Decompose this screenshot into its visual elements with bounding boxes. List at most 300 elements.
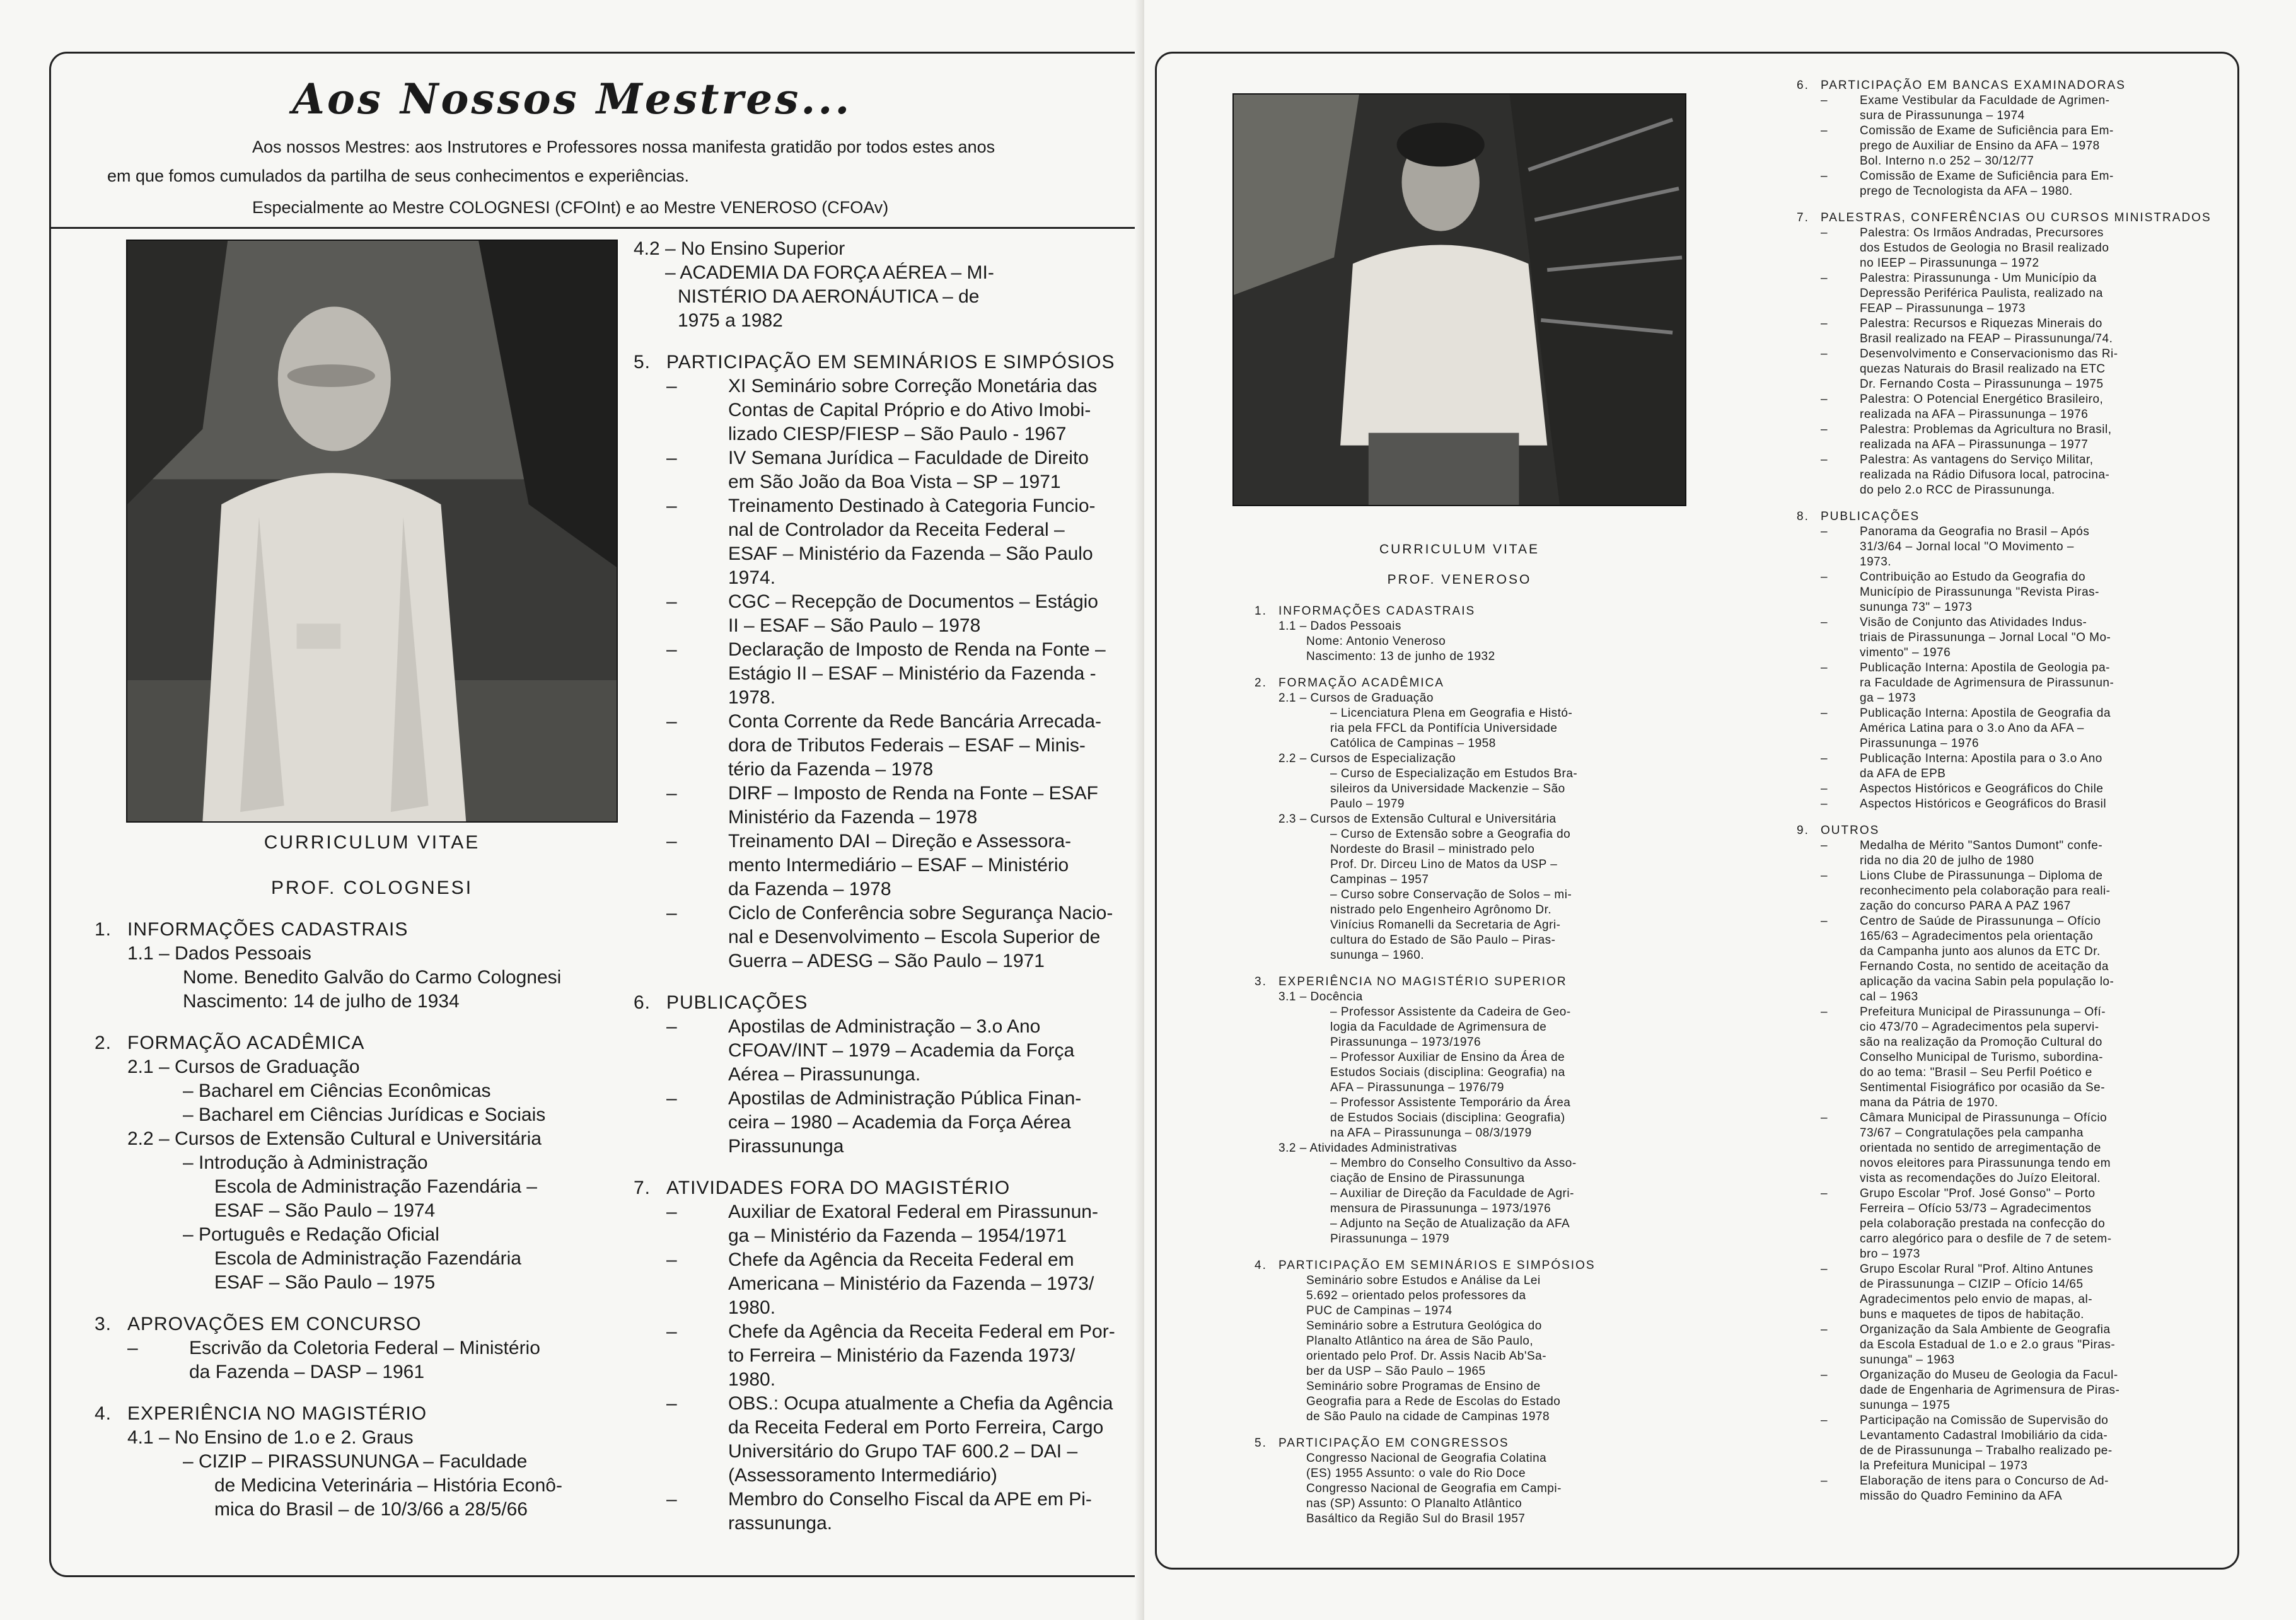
colognesi-column-1 (95, 918, 630, 1522)
section-title: PUBLICAÇÕES (1821, 510, 1920, 523)
text-line: 1980. (728, 1369, 776, 1390)
text-line: – Professor Assistente da Cadeira de Geo- (1330, 1005, 1571, 1019)
section-title: EXPERIÊNCIA NO MAGISTÉRIO (127, 1403, 427, 1424)
text-line: buns e maquetes de tipos de habitação. (1860, 1308, 2084, 1321)
section-number: 3. (1255, 975, 1267, 988)
text-line: dos Estudos de Geologia no Brasil realizado (1860, 241, 2109, 255)
text-line: mensura de Pirassununga – 1973/1976 (1330, 1202, 1551, 1215)
section-number: 2. (1255, 676, 1267, 690)
list-item (1797, 93, 2238, 108)
text-line: 2.2 – Cursos de Extensão Cultural e Universitária (127, 1128, 542, 1149)
text-line: Escola de Administração Fazendária – (214, 1176, 537, 1197)
text-line: – Professor Auxiliar de Ensino da Área de (1330, 1051, 1565, 1064)
section-number: 8. (1797, 510, 1809, 523)
section-heading (1797, 78, 2238, 93)
list-item (1797, 1005, 2238, 1020)
list-item (1797, 706, 2238, 721)
text-line: nistrado pelo Engenheiro Agrônomo Dr. (1330, 903, 1552, 917)
text-line: prego de Auxiliar de Ensino da AFA – 1978 (1860, 139, 2100, 153)
section-heading (95, 1402, 630, 1426)
section-heading (634, 350, 1138, 374)
text-line: – Curso de Extensão sobre a Geografia do (1330, 828, 1571, 841)
text-line: – Membro do Conselho Consultivo da Asso- (1330, 1157, 1577, 1170)
text-line: 31/3/64 – Jornal local "O Movimento – (1860, 540, 2074, 553)
text-line: Bol. Interno n.o 252 – 30/12/77 (1860, 154, 2034, 168)
list-item-text: Desenvolvimento e Conservacionismo das Ri- (1860, 347, 2118, 361)
list-item (1797, 797, 2238, 812)
text-line: Geografia para a Rede de Escolas do Estado (1306, 1395, 1561, 1408)
text-line: 3.2 – Atividades Administrativas (1278, 1142, 1458, 1155)
text-line: CFOAV/INT – 1979 – Academia da Força (728, 1040, 1075, 1061)
list-item-text: Participação na Comissão de Supervisão do (1860, 1414, 2109, 1427)
text-line: sununga 73" – 1973 (1860, 601, 1973, 614)
list-bullet: – (1821, 124, 1828, 137)
text-line: rida no dia 20 de julho de 1980 (1860, 854, 2034, 867)
text-line: rassununga. (728, 1513, 833, 1534)
text-line: sununga – 1960. (1330, 949, 1425, 962)
list-bullet: – (1821, 317, 1828, 330)
list-bullet: – (1821, 226, 1828, 240)
list-item (1797, 1262, 2238, 1277)
text-line: prego de Tecnologista da AFA – 1980. (1860, 185, 2073, 198)
list-item (634, 638, 1138, 662)
text-line: dora de Tributos Federais – ESAF – Minis- (728, 735, 1086, 756)
list-item-text: Membro do Conselho Fiscal da APE em Pi- (728, 1489, 1092, 1510)
text-line: 4.1 – No Ensino de 1.o e 2. Graus (127, 1427, 414, 1448)
list-item (1797, 1111, 2238, 1126)
text-line: Seminário sobre a Estrutura Geológica do (1306, 1319, 1542, 1333)
text-line: Brasil realizado na FEAP – Pirassununga/74. (1860, 332, 2113, 345)
section-title: PALESTRAS, CONFERÊNCIAS OU CURSOS MINISTRADOS (1821, 211, 2212, 224)
text-line: do ao tema: "Brasil – Seu Perfil Poético e (1860, 1066, 2092, 1079)
list-item (1797, 661, 2238, 676)
section-heading (634, 991, 1138, 1015)
section-title: EXPERIÊNCIA NO MAGISTÉRIO SUPERIOR (1278, 975, 1567, 988)
list-item-text: Auxiliar de Exatoral Federal em Pirassunun- (728, 1201, 1098, 1222)
list-item-text: Panorama da Geografia no Brasil – Após (1860, 525, 2090, 538)
text-line: sununga – 1975 (1860, 1399, 1951, 1412)
text-line: mana da Pátria de 1970. (1860, 1096, 1998, 1109)
text-line: 3.1 – Docência (1278, 990, 1363, 1004)
text-line: – Bacharel em Ciências Jurídicas e Sociais (183, 1104, 546, 1125)
left-page (0, 0, 1144, 1620)
list-item-text: Grupo Escolar Rural "Prof. Altino Antunes (1860, 1263, 2094, 1276)
list-bullet: – (666, 639, 677, 660)
text-line: realizada na AFA – Pirassununga – 1976 (1860, 408, 2089, 421)
list-bullet: – (1821, 170, 1828, 183)
text-line: orientada no sentido de arregimentação de (1860, 1142, 2101, 1155)
text-line: Congresso Nacional de Geografia Colatina (1306, 1452, 1547, 1465)
text-line: Ferreira – Ofício 53/73 – Agradecimentos (1860, 1202, 2092, 1215)
list-item-text: OBS.: Ocupa atualmente a Chefia da Agência (728, 1393, 1113, 1414)
text-line: sununga" – 1963 (1860, 1353, 1955, 1367)
section-title: INFORMAÇÕES CADASTRAIS (127, 919, 409, 940)
photo-prof-colognesi (126, 240, 618, 823)
list-item (1797, 453, 2238, 468)
text-line: logia da Faculdade de Agrimensura de (1330, 1021, 1547, 1034)
text-line: nal de Controlador da Receita Federal – (728, 519, 1065, 540)
section-number: 1. (95, 919, 112, 940)
veneroso-column-2 (1797, 67, 2238, 1504)
text-line: sileiros da Universidade Mackenzie – São (1330, 782, 1565, 796)
list-item (1797, 124, 2238, 139)
intro-line-1: Aos nossos Mestres: aos Instrutores e Professores nossa manifesta gratidão por todos estes anos (252, 137, 995, 156)
section-heading (1797, 823, 2238, 838)
list-item-text: Palestra: Pirassununga - Um Município da (1860, 272, 2097, 285)
list-item-text: Chefe da Agência da Receita Federal em Por- (728, 1321, 1115, 1342)
list-item (1797, 1413, 2238, 1428)
list-item-text: Publicação Interna: Apostila de Geologia pa- (1860, 661, 2110, 674)
text-line: II – ESAF – São Paulo – 1978 (728, 615, 981, 636)
list-item-text: Medalha de Mérito "Santos Dumont" confe- (1860, 839, 2103, 852)
list-item (1797, 914, 2238, 929)
text-line: pela colaboração prestada na confecção do (1860, 1217, 2106, 1230)
text-line: ESAF – São Paulo – 1975 (214, 1272, 436, 1293)
list-item (634, 710, 1138, 734)
text-line: nas (SP) Assunto: O Planalto Atlântico (1306, 1497, 1522, 1510)
photo-prof-veneroso (1232, 93, 1686, 506)
section-heading (95, 918, 630, 942)
list-bullet: – (666, 1249, 677, 1270)
text-line: lizado CIESP/FIESP – São Paulo - 1967 (728, 424, 1067, 444)
list-bullet: – (1821, 616, 1828, 629)
section-heading (95, 1312, 630, 1336)
text-line: 165/63 – Agradecimentos pela orientação (1860, 930, 2094, 943)
text-line: ESAF – São Paulo – 1974 (214, 1200, 436, 1221)
list-item-text: Comissão de Exame de Suficiência para Em- (1860, 170, 2114, 183)
list-item (1797, 392, 2238, 407)
text-line: ceira – 1980 – Academia da Força Aérea (728, 1112, 1071, 1133)
text-line: ESAF – Ministério da Fazenda – São Paulo (728, 543, 1093, 564)
text-line: 1978. (728, 687, 776, 708)
text-line: – Bacharel em Ciências Econômicas (183, 1080, 491, 1101)
text-line: vimento" – 1976 (1860, 646, 1951, 659)
text-line: Nome. Benedito Galvão do Carmo Colognesi (183, 967, 562, 988)
text-line: Paulo – 1979 (1330, 797, 1405, 811)
list-item-text: Aspectos Históricos e Geográficos do Brasil (1860, 797, 2107, 811)
text-line: novos eleitores para Pirassununga tendo em (1860, 1157, 2111, 1170)
list-bullet: – (1821, 1474, 1828, 1488)
text-line: missão do Quadro Feminino da AFA (1860, 1490, 2063, 1503)
section-title: OUTROS (1821, 824, 1880, 837)
list-item-text: Palestra: Problemas da Agricultura no Brasil, (1860, 423, 2112, 436)
list-item-text: Centro de Saúde de Pirassununga – Ofício (1860, 915, 2101, 928)
list-item-text: Palestra: O Potencial Energético Brasileiro, (1860, 393, 2104, 406)
text-line: realizada na AFA – Pirassununga – 1977 (1860, 438, 2089, 451)
list-item (634, 1488, 1138, 1512)
text-line: da Receita Federal em Porto Ferreira, Cargo (728, 1417, 1104, 1438)
text-line: Basáltico da Região Sul do Brasil 1957 (1306, 1512, 1526, 1525)
text-line: Congresso Nacional de Geografia em Campi- (1306, 1482, 1562, 1495)
text-line: aplicação da vacina Sabin pela população lo- (1860, 975, 2114, 988)
list-bullet: – (1821, 525, 1828, 538)
list-item-text: Prefeitura Municipal de Pirassununga – Ofí- (1860, 1005, 2106, 1019)
text-line: – Professor Assistente Temporário da Área (1330, 1096, 1571, 1109)
list-bullet: – (1821, 453, 1828, 466)
caption-curriculum-vitae-veneroso: CURRICULUM VITAE (1379, 542, 1540, 557)
veneroso-column-1 (1255, 593, 1690, 1527)
list-item (1797, 615, 2238, 630)
list-item (1797, 1186, 2238, 1201)
text-line: reconhecimento pela colaboração para reali- (1860, 884, 2111, 898)
list-bullet: – (666, 1088, 677, 1109)
text-line: – Auxiliar de Direção da Faculdade de Agri- (1330, 1187, 1574, 1200)
text-line: Planalto Atlântico na área de São Paulo, (1306, 1334, 1534, 1348)
list-bullet: – (1821, 347, 1828, 361)
text-line: to Ferreira – Ministério da Fazenda 1973/ (728, 1345, 1076, 1366)
list-bullet: – (666, 448, 677, 468)
text-line: Contas de Capital Próprio e do Ativo Imobi- (728, 400, 1091, 420)
text-line: da Fazenda – 1978 (728, 879, 891, 900)
list-item-text: Visão de Conjunto das Atividades Indus- (1860, 616, 2087, 629)
section-number: 7. (1797, 211, 1809, 224)
list-item-text: Conta Corrente da Rede Bancária Arrecada- (728, 711, 1102, 732)
header-divider (49, 227, 1159, 229)
list-item-text: XI Seminário sobre Correção Monetária das (728, 376, 1098, 396)
section-heading (1255, 1258, 1690, 1273)
text-line: Americana – Ministério da Fazenda – 1973/ (728, 1273, 1094, 1294)
text-line: Pirassununga – 1979 (1330, 1232, 1450, 1246)
list-bullet: – (1821, 423, 1828, 436)
text-line: Seminário sobre Programas de Ensino de (1306, 1380, 1541, 1393)
text-line: da Fazenda – DASP – 1961 (189, 1362, 425, 1382)
list-bullet: – (1821, 1414, 1828, 1427)
text-line: AFA – Pirassununga – 1976/79 (1330, 1081, 1504, 1094)
text-line: Católica de Campinas – 1958 (1330, 737, 1496, 750)
section-title: PARTICIPAÇÃO EM SEMINÁRIOS E SIMPÓSIOS (666, 352, 1115, 373)
text-line: Levantamento Cadastral Imobiliário da cida- (1860, 1429, 2108, 1442)
section-number: 1. (1255, 605, 1267, 618)
list-item (634, 901, 1138, 925)
list-item (1797, 1322, 2238, 1338)
text-line: Escola de Administração Fazendária (214, 1248, 521, 1269)
text-line: ga – 1973 (1860, 691, 1916, 705)
list-bullet: – (1821, 1187, 1828, 1200)
section-number: 6. (1797, 79, 1809, 92)
text-line: Agradecimentos pelo envio de mapas, al- (1860, 1293, 2093, 1306)
list-item-text: Treinamento DAI – Direção e Assessora- (728, 831, 1072, 852)
list-bullet: – (1821, 915, 1828, 928)
section-number: 4. (95, 1403, 112, 1424)
text-line: da AFA de EPB (1860, 767, 1946, 780)
text-line: Nascimento: 13 de junho de 1932 (1306, 650, 1495, 663)
list-item (634, 1200, 1138, 1224)
text-line: no IEEP – Pirassununga – 1972 (1860, 257, 2039, 270)
text-line: 73/67 – Congratulações pela campanha (1860, 1126, 2084, 1140)
list-item-text: DIRF – Imposto de Renda na Fonte – ESAF (728, 783, 1098, 804)
text-line: ber da USP – São Paulo – 1965 (1306, 1365, 1486, 1378)
section-heading (1255, 604, 1690, 619)
list-item (1797, 347, 2238, 362)
text-line: Guerra – ADESG – São Paulo – 1971 (728, 951, 1045, 971)
list-item-text: Elaboração de itens para o Concurso de Ad- (1860, 1474, 2109, 1488)
right-page (1144, 0, 2296, 1620)
section-title: FORMAÇÃO ACADÊMICA (127, 1033, 365, 1053)
text-line: mento Intermediário – ESAF – Ministério (728, 855, 1069, 876)
list-item (1797, 271, 2238, 286)
list-item (634, 590, 1138, 614)
list-item (1797, 316, 2238, 332)
text-line: na AFA – Pirassununga – 08/3/1979 (1330, 1126, 1532, 1140)
list-item-text: Palestra: Os Irmãos Andradas, Precursores (1860, 226, 2104, 240)
text-line: – Licenciatura Plena em Geografia e Histó- (1330, 707, 1573, 720)
text-line: cio 473/70 – Agradecimentos pela supervi- (1860, 1021, 2099, 1034)
list-item-text: Publicação Interna: Apostila para o 3.o Ano (1860, 752, 2102, 765)
text-line: do pelo 2.o RCC de Pirassununga. (1860, 483, 2055, 497)
text-line: de de Pirassununga – Trabalho realizado pe- (1860, 1444, 2113, 1457)
text-line: tério da Fazenda – 1978 (728, 759, 934, 780)
list-bullet: – (1821, 1111, 1828, 1125)
list-item-text: Organização da Sala Ambiente de Geografia (1860, 1323, 2111, 1336)
list-item (1797, 422, 2238, 437)
section-title: PUBLICAÇÕES (666, 992, 808, 1013)
list-item (634, 1015, 1138, 1039)
list-item (1797, 570, 2238, 585)
section-title: PARTICIPAÇÃO EM CONGRESSOS (1278, 1437, 1509, 1450)
section-heading (95, 1031, 630, 1055)
list-item (1797, 869, 2238, 884)
text-line: Conselho Municipal de Turismo, subordina- (1860, 1051, 2103, 1064)
list-bullet: – (666, 711, 677, 732)
caption-curriculum-vitae: CURRICULUM VITAE (264, 832, 480, 853)
intro-line-3: Especialmente ao Mestre COLOGNESI (CFOInt) e ao Mestre VENEROSO (CFOAv) (252, 198, 889, 217)
list-bullet: – (1821, 570, 1828, 584)
text-line: Nordeste do Brasil – ministrado pelo (1330, 843, 1535, 856)
text-line: 1975 a 1982 (678, 310, 783, 331)
text-line: Nascimento: 14 de julho de 1934 (183, 991, 460, 1012)
list-item (634, 446, 1138, 470)
list-item (1797, 782, 2238, 797)
text-line: orientado pelo Prof. Dr. Assis Nacib Ab'Sa- (1306, 1350, 1547, 1363)
text-line: FEAP – Pirassununga – 1973 (1860, 302, 2026, 315)
list-bullet: – (666, 831, 677, 852)
text-line: Depressão Periférica Paulista, realizado na (1860, 287, 2103, 300)
text-line: realizada na Rádio Difusora local, patrocina- (1860, 468, 2110, 482)
list-item-text: Apostilas de Administração Pública Finan- (728, 1088, 1082, 1109)
caption-prof-name: PROF. COLOGNESI (270, 877, 473, 898)
section-title: PARTICIPAÇÃO EM BANCAS EXAMINADORAS (1821, 79, 2126, 92)
text-line: – Curso sobre Conservação de Solos – mi- (1330, 888, 1572, 901)
list-item (1797, 524, 2238, 540)
text-line: 1974. (728, 567, 776, 588)
text-line: Pirassununga (728, 1136, 844, 1157)
list-item-text: Apostilas de Administração – 3.o Ano (728, 1016, 1041, 1037)
list-item (634, 1087, 1138, 1111)
list-item-text: Escrivão da Coletoria Federal – Ministério (189, 1338, 540, 1358)
list-bullet: – (1821, 839, 1828, 852)
list-item (95, 1336, 630, 1360)
text-line: 2.1 – Cursos de Graduação (1278, 691, 1434, 705)
list-item (634, 782, 1138, 806)
section-title: FORMAÇÃO ACADÊMICA (1278, 676, 1444, 690)
list-item-text: Chefe da Agência da Receita Federal em (728, 1249, 1074, 1270)
text-line: mica do Brasil – de 10/3/66 a 28/5/66 (214, 1499, 528, 1520)
list-bullet: – (666, 1321, 677, 1342)
list-bullet: – (127, 1338, 138, 1358)
list-bullet: – (1821, 1263, 1828, 1276)
list-bullet: – (1821, 797, 1828, 811)
text-line: 1.1 – Dados Pessoais (1278, 620, 1401, 633)
section-heading (1797, 509, 2238, 524)
section-number: 2. (95, 1033, 112, 1053)
text-line: Nome: Antonio Veneroso (1306, 635, 1446, 648)
text-line: Sentimental Fisiográfico por ocasião da Se- (1860, 1081, 2106, 1094)
text-line: – Português e Redação Oficial (183, 1224, 439, 1245)
text-line: Seminário sobre Estudos e Análise da Lei (1306, 1274, 1541, 1287)
list-item (1797, 1474, 2238, 1489)
text-line: cal – 1963 (1860, 990, 1918, 1004)
list-bullet: – (666, 1016, 677, 1037)
intro-line-2: em que fomos cumulados da partilha de seus conhecimentos e experiências. (107, 166, 690, 185)
list-item (634, 1392, 1138, 1416)
list-item-text: Lions Clube de Pirassununga – Diploma de (1860, 869, 2103, 882)
list-bullet: – (1821, 661, 1828, 674)
list-bullet: – (1821, 707, 1828, 720)
text-line: Pirassununga – 1976 (1860, 737, 1980, 750)
section-number: 6. (634, 992, 651, 1013)
text-line: PUC de Campinas – 1974 (1306, 1304, 1452, 1317)
page-title: Aos Nossos Mestres... (292, 74, 852, 124)
list-item-text: Treinamento Destinado à Categoria Funcio- (728, 495, 1096, 516)
text-line: 2.1 – Cursos de Graduação (127, 1056, 360, 1077)
text-line: – Adjunto na Seção de Atualização da AFA (1330, 1217, 1570, 1230)
text-line: – Curso de Especialização em Estudos Bra- (1330, 767, 1578, 780)
text-line: Vinícius Romanelli da Secretaria de Agri- (1330, 918, 1561, 932)
text-line: da Campanha junto aos alunos da ETC Dr. (1860, 945, 2101, 958)
text-line: Campinas – 1957 (1330, 873, 1429, 886)
list-item-text: Contribuição ao Estudo da Geografia do (1860, 570, 2086, 584)
list-item (1797, 751, 2238, 767)
list-bullet: – (666, 903, 677, 923)
list-bullet: – (1821, 1005, 1828, 1019)
text-line: (ES) 1955 Assunto: o vale do Rio Doce (1306, 1467, 1526, 1480)
section-number: 5. (1255, 1437, 1267, 1450)
text-line: dade de Engenharia de Agrimensura de Piras- (1860, 1384, 2120, 1397)
list-bullet: – (666, 1489, 677, 1510)
text-line: nal e Desenvolvimento – Escola Superior de (728, 927, 1101, 947)
text-line: Estágio II – ESAF – Ministério da Fazenda - (728, 663, 1096, 684)
section-title: INFORMAÇÕES CADASTRAIS (1278, 605, 1476, 618)
list-bullet: – (666, 376, 677, 396)
text-line: ciação de Ensino de Pirassununga (1330, 1172, 1525, 1185)
text-line: NISTÉRIO DA AERONÁUTICA – de (678, 286, 980, 307)
list-bullet: – (1821, 272, 1828, 285)
list-bullet: – (666, 1201, 677, 1222)
list-bullet: – (1821, 393, 1828, 406)
section-heading (1797, 211, 2238, 226)
list-item (634, 494, 1138, 518)
text-line: ria pela FFCL da Pontifícia Universidade (1330, 722, 1558, 735)
text-line: bro – 1973 (1860, 1247, 1920, 1261)
text-line: em São João da Boa Vista – SP – 1971 (728, 472, 1061, 492)
text-line: – Introdução à Administração (183, 1152, 428, 1173)
list-item (634, 1248, 1138, 1272)
text-line: 2.2 – Cursos de Especialização (1278, 752, 1456, 765)
list-item (634, 830, 1138, 853)
text-line: Universitário do Grupo TAF 600.2 – DAI – (728, 1441, 1078, 1462)
text-line: de Pirassununga – CIZIP – Ofício 14/65 (1860, 1278, 2084, 1291)
text-line: Município de Pirassununga "Revista Piras- (1860, 586, 2099, 599)
section-heading (1255, 676, 1690, 691)
text-line: Prof. Dr. Dirceu Lino de Matos da USP – (1330, 858, 1558, 871)
list-item-text: Ciclo de Conferência sobre Segurança Nacio- (728, 903, 1113, 923)
section-number: 5. (634, 352, 651, 373)
section-title: PARTICIPAÇÃO EM SEMINÁRIOS E SIMPÓSIOS (1278, 1259, 1596, 1272)
text-line: 1980. (728, 1297, 776, 1318)
list-item (634, 374, 1138, 398)
list-item-text: Publicação Interna: Apostila de Geografia da (1860, 707, 2111, 720)
list-item (1797, 1368, 2238, 1383)
